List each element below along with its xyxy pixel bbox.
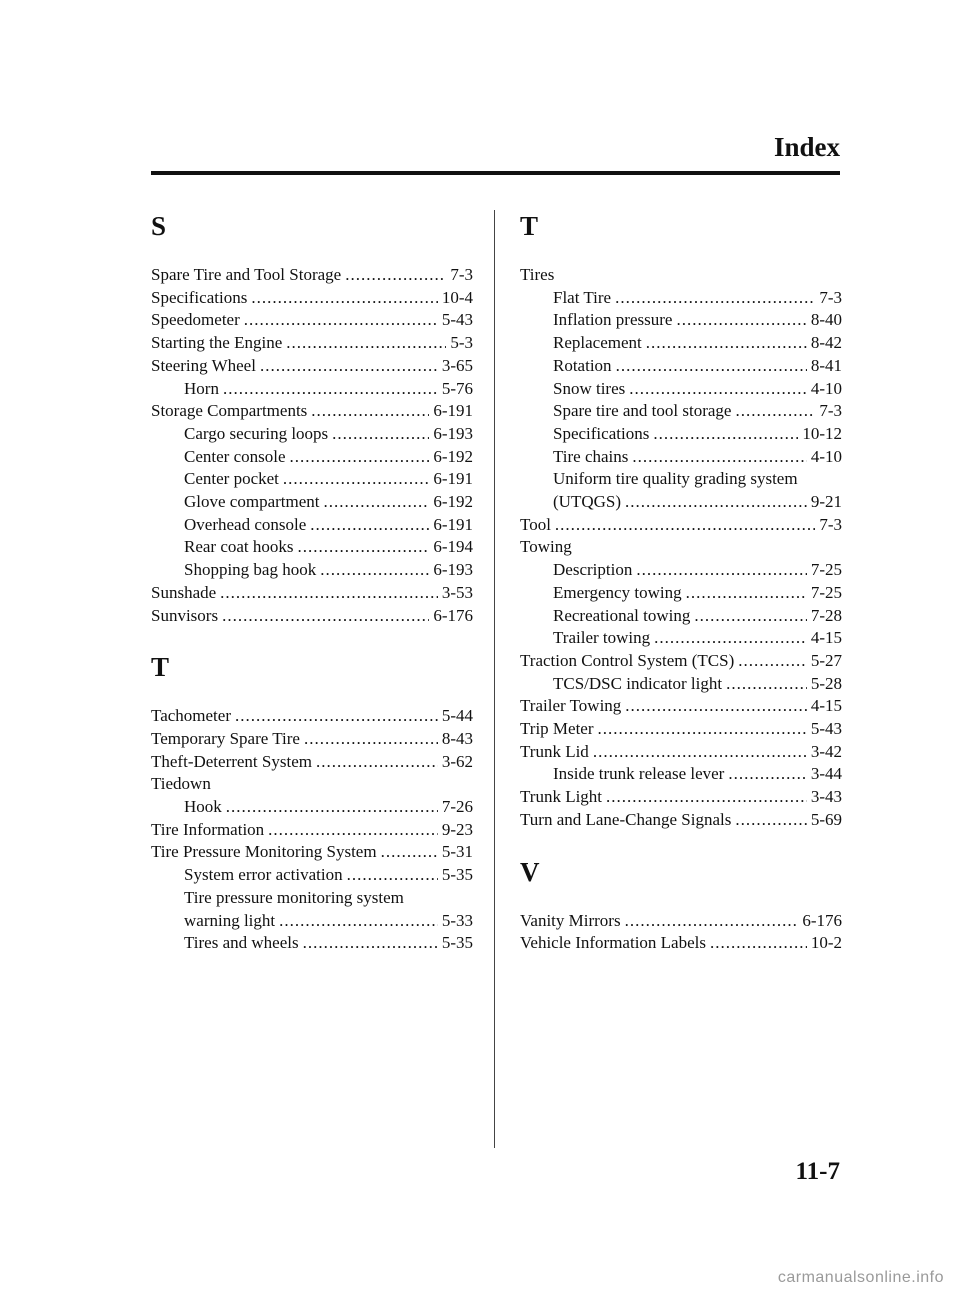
dot-leader <box>283 468 429 491</box>
entry-text: Traction Control System (TCS) <box>520 650 735 670</box>
index-entry <box>151 773 473 796</box>
dot-leader <box>332 423 429 446</box>
dot-leader <box>636 559 807 582</box>
dot-leader <box>260 355 438 378</box>
dot-leader <box>616 355 807 378</box>
entry-page: 5-76 <box>441 378 473 398</box>
entry-page: 8-43 <box>441 728 473 748</box>
page-header-title: Index <box>773 132 840 162</box>
entry-page: 5-3 <box>450 333 473 353</box>
dot-leader <box>244 309 438 332</box>
index-subentry <box>151 887 473 910</box>
entry-page: 7-26 <box>441 797 473 817</box>
page-number: 11-7 <box>795 1158 840 1185</box>
dot-leader <box>726 673 807 696</box>
entry-page: 5-27 <box>810 650 842 670</box>
column-divider <box>494 210 495 1148</box>
left-column <box>151 208 473 955</box>
entry-text: Cargo securing loops <box>184 423 329 443</box>
dot-leader <box>654 627 807 650</box>
index-subentry <box>520 491 842 514</box>
entry-text: Tiedown <box>151 774 211 794</box>
entry-text: Tires and wheels <box>184 933 299 953</box>
index-entry <box>520 514 842 537</box>
index-entry <box>520 718 842 741</box>
entry-text: Trip Meter <box>520 719 594 739</box>
entry-page: 8-42 <box>810 333 842 353</box>
entry-page: 7-25 <box>810 560 842 580</box>
entry-text: Tire Information <box>151 819 265 839</box>
entry-text: Sunshade <box>151 582 217 602</box>
index-subentry <box>520 446 842 469</box>
entry-text: Vanity Mirrors <box>520 910 621 930</box>
index-subentry <box>520 627 842 650</box>
index-entry <box>151 400 473 423</box>
entry-page: 6-191 <box>433 514 473 534</box>
letter-gap <box>151 244 473 264</box>
index-subentry <box>151 423 473 446</box>
dot-leader <box>598 718 807 741</box>
entry-page: 6-176 <box>802 910 842 930</box>
entry-page: 7-3 <box>819 287 842 307</box>
entry-page: 9-23 <box>441 819 473 839</box>
entry-page: 5-35 <box>441 865 473 885</box>
entry-text: Center pocket <box>184 469 279 489</box>
entry-page: 6-194 <box>433 537 473 557</box>
dot-leader <box>311 400 429 423</box>
index-entry <box>151 841 473 864</box>
entry-text: Rear coat hooks <box>184 537 294 557</box>
entry-text: Tachometer <box>151 706 231 726</box>
section-gap <box>151 627 473 649</box>
index-subentry <box>151 468 473 491</box>
entry-page: 7-3 <box>450 265 473 284</box>
entry-text: Specifications <box>151 287 248 307</box>
dot-leader <box>286 332 446 355</box>
index-entry <box>151 751 473 774</box>
index-subentry <box>151 536 473 559</box>
entry-text: Tire chains <box>553 446 629 466</box>
entry-page: 5-33 <box>441 910 473 930</box>
entry-page: 3-53 <box>441 582 473 602</box>
entry-page: 6-193 <box>433 560 473 580</box>
entry-text: Theft-Deterrent System <box>151 751 312 771</box>
index-entry <box>520 786 842 809</box>
entry-text: Hook <box>184 797 222 817</box>
entry-text: Glove compartment <box>184 492 320 512</box>
entry-text: Inflation pressure <box>553 310 673 330</box>
entry-page: 6-192 <box>433 492 473 512</box>
index-entry <box>151 705 473 728</box>
right-column <box>520 208 842 955</box>
index-entry <box>520 536 842 559</box>
entry-page: 3-65 <box>441 355 473 375</box>
entry-page: 3-62 <box>441 751 473 771</box>
entry-text: Description <box>553 560 633 580</box>
entry-text: Trailer towing <box>553 628 651 648</box>
index-entry <box>151 355 473 378</box>
dot-leader <box>625 695 807 718</box>
dot-leader <box>646 332 807 355</box>
entry-page: 5-43 <box>441 310 473 330</box>
entry-page: 4-10 <box>810 446 842 466</box>
index-subentry <box>520 763 842 786</box>
index-entry <box>520 932 842 955</box>
index-entry <box>151 819 473 842</box>
entry-page: 6-192 <box>433 446 473 466</box>
dot-leader <box>686 582 807 605</box>
letter-gap <box>520 244 842 264</box>
entry-page: 10-2 <box>810 933 842 953</box>
entry-text: Shopping bag hook <box>184 560 317 580</box>
entry-text: Tire Pressure Monitoring System <box>151 842 377 862</box>
index-subentry <box>151 514 473 537</box>
dot-leader <box>735 809 806 832</box>
dot-leader <box>320 559 429 582</box>
entry-text: Towing <box>520 537 572 557</box>
dot-leader <box>735 400 815 423</box>
entry-page: 6-176 <box>433 605 473 625</box>
entry-text: Vehicle Information Labels <box>520 933 706 953</box>
index-entry <box>520 741 842 764</box>
dot-leader <box>316 751 438 774</box>
dot-leader <box>625 491 807 514</box>
entry-text: Snow tires <box>553 378 626 398</box>
entry-page: 8-41 <box>810 355 842 375</box>
dot-leader <box>279 910 438 933</box>
entry-page: 4-15 <box>810 696 842 716</box>
entry-text: Overhead console <box>184 514 307 534</box>
entry-page: 3-42 <box>810 741 842 761</box>
dot-leader <box>555 514 815 537</box>
entry-text: Trunk Lid <box>520 741 589 761</box>
index-subentry <box>520 605 842 628</box>
header-rule <box>151 171 840 175</box>
entry-text: Recreational towing <box>553 605 691 625</box>
entry-page: 3-44 <box>810 764 842 784</box>
dot-leader <box>606 786 807 809</box>
watermark: carmanualsonline.info <box>777 1269 944 1286</box>
entry-page: 10-12 <box>802 423 842 443</box>
index-subentry <box>520 673 842 696</box>
index-entry <box>151 287 473 310</box>
entry-page: 7-3 <box>819 514 842 534</box>
entry-page: 8-40 <box>810 310 842 330</box>
dot-leader <box>303 932 438 955</box>
dot-leader <box>235 705 438 728</box>
section-letter: T <box>151 652 170 683</box>
entry-page: 5-44 <box>441 706 473 726</box>
dot-leader <box>629 378 807 401</box>
dot-leader <box>251 287 438 310</box>
index-entry <box>151 332 473 355</box>
section-letter: T <box>520 211 539 241</box>
entry-text: TCS/DSC indicator light <box>553 673 723 693</box>
index-entry <box>151 728 473 751</box>
index-subentry <box>520 400 842 423</box>
entry-text: Spare Tire and Tool Storage <box>151 265 342 284</box>
index-entry <box>520 910 842 933</box>
index-subentry <box>151 446 473 469</box>
entry-text: Spare tire and tool storage <box>553 401 732 421</box>
dot-leader <box>593 741 807 764</box>
section-gap <box>520 832 842 854</box>
index-subentry <box>151 378 473 401</box>
index-subentry <box>151 932 473 955</box>
entry-page: 7-25 <box>810 582 842 602</box>
entry-text: Uniform tire quality grading system <box>553 469 798 489</box>
index-entry <box>520 264 842 287</box>
entry-text: Horn <box>184 378 219 398</box>
entry-page: 5-35 <box>441 933 473 953</box>
dot-leader <box>304 728 438 751</box>
index-entry <box>151 605 473 628</box>
dot-leader <box>345 264 446 287</box>
entry-page: 5-69 <box>810 809 842 829</box>
letter-gap <box>151 685 473 705</box>
dot-leader <box>615 287 815 310</box>
entry-page: 3-43 <box>810 787 842 807</box>
index-entry <box>520 650 842 673</box>
index-subentry <box>151 864 473 887</box>
dot-leader <box>381 841 438 864</box>
entry-text: Emergency towing <box>553 582 682 602</box>
entry-page: 5-31 <box>441 842 473 862</box>
index-entry <box>151 309 473 332</box>
entry-text: System error activation <box>184 865 343 885</box>
entry-text: warning light <box>184 910 276 930</box>
entry-text: Center console <box>184 446 286 466</box>
entry-page: 7-3 <box>819 401 842 421</box>
entry-page: 7-28 <box>810 605 842 625</box>
entry-text: Sunvisors <box>151 605 219 625</box>
index-subentry <box>520 423 842 446</box>
entry-text: Specifications <box>553 423 650 443</box>
index-subentry <box>520 309 842 332</box>
index-subentry <box>520 582 842 605</box>
entry-text: Turn and Lane-Change Signals <box>520 809 732 829</box>
entry-text: Speedometer <box>151 310 240 330</box>
index-subentry <box>151 796 473 819</box>
section-letter: V <box>520 856 540 887</box>
index-entry <box>520 809 842 832</box>
dot-leader <box>220 582 438 605</box>
entry-text: Tire pressure monitoring system <box>184 887 404 907</box>
dot-leader <box>226 796 438 819</box>
entry-page: 5-28 <box>810 673 842 693</box>
dot-leader <box>710 932 807 955</box>
entry-text: Flat Tire <box>553 287 612 307</box>
entry-text: (UTQGS) <box>553 492 621 512</box>
letter-gap <box>520 890 842 910</box>
entry-text: Starting the Engine <box>151 333 283 353</box>
index-subentry <box>520 287 842 310</box>
index-subentry <box>520 559 842 582</box>
dot-leader <box>223 378 438 401</box>
entry-page: 5-43 <box>810 719 842 739</box>
dot-leader <box>728 763 806 786</box>
dot-leader <box>268 819 438 842</box>
index-subentry <box>151 491 473 514</box>
section-letter: S <box>151 211 167 241</box>
entry-page: 4-15 <box>810 628 842 648</box>
dot-leader <box>310 514 429 537</box>
entry-text: Temporary Spare Tire <box>151 728 300 748</box>
entry-text: Inside trunk release lever <box>553 764 725 784</box>
dot-leader <box>347 864 438 887</box>
dot-leader <box>738 650 807 673</box>
index-subentry <box>151 910 473 933</box>
entry-page: 10-4 <box>441 287 473 307</box>
dot-leader <box>324 491 430 514</box>
entry-text: Rotation <box>553 355 612 375</box>
dot-leader <box>632 446 806 469</box>
index-subentry <box>520 468 842 491</box>
dot-leader <box>290 446 430 469</box>
entry-text: Tires <box>520 265 555 284</box>
index-entry <box>151 264 473 287</box>
entry-text: Tool <box>520 514 551 534</box>
dot-leader <box>625 910 799 933</box>
entry-page: 6-193 <box>433 423 473 443</box>
entry-text: Storage Compartments <box>151 401 308 421</box>
dot-leader <box>222 605 429 628</box>
dot-leader <box>676 309 806 332</box>
index-entry <box>520 695 842 718</box>
entry-page: 6-191 <box>433 401 473 421</box>
index-entry <box>151 582 473 605</box>
dot-leader <box>298 536 430 559</box>
index-subentry <box>520 378 842 401</box>
entry-text: Trailer Towing <box>520 696 622 716</box>
entry-page: 6-191 <box>433 469 473 489</box>
entry-text: Steering Wheel <box>151 355 256 375</box>
dot-leader <box>694 605 806 628</box>
index-subentry <box>520 332 842 355</box>
entry-page: 9-21 <box>810 492 842 512</box>
index-subentry <box>520 355 842 378</box>
entry-page: 4-10 <box>810 378 842 398</box>
dot-leader <box>653 423 798 446</box>
index-subentry <box>151 559 473 582</box>
entry-text: Replacement <box>553 333 642 353</box>
entry-text: Trunk Light <box>520 787 603 807</box>
